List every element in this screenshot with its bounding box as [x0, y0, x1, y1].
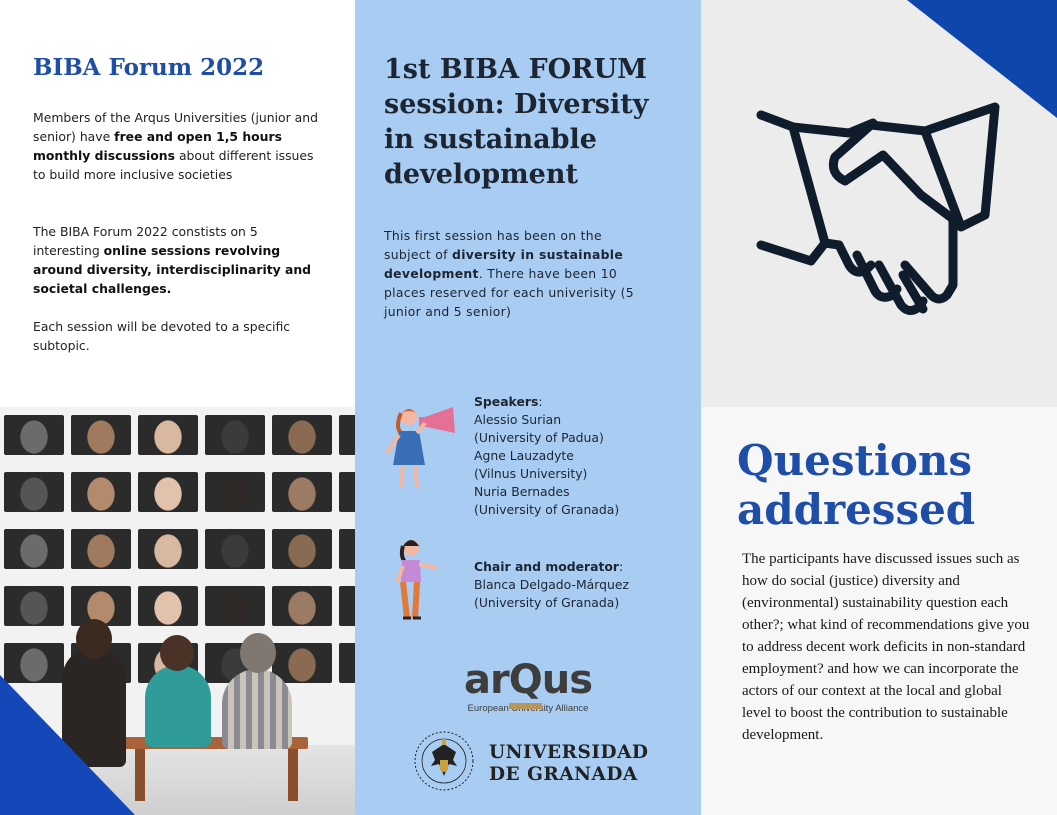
left-panel: [0, 0, 355, 815]
speaker-name: Alessio Surian: [474, 412, 562, 427]
face-photo-tile: [71, 472, 131, 512]
forum-title: BIBA Forum 2022: [33, 54, 265, 81]
arqus-word-part: ar: [463, 657, 509, 703]
face-photo-tile: [138, 415, 198, 455]
handshake-area: [701, 0, 1057, 407]
speaker-affiliation: (University of Padua): [474, 430, 604, 445]
middle-panel: [355, 0, 701, 815]
corner-triangle: [0, 675, 135, 815]
seated-person: [222, 669, 292, 749]
face-photo-tile: [138, 529, 198, 569]
intro-paragraph: [33, 108, 323, 184]
person-head: [160, 635, 194, 671]
questions-title-line2: addressed: [737, 485, 976, 534]
speaker-name: Nuria Bernades: [474, 484, 570, 499]
face-photo-tile: [272, 586, 332, 626]
sessions-text-start: The BIBA Forum 2022 constists on 5 interesting: [33, 224, 258, 258]
questions-title: [737, 436, 975, 534]
face-photo-tile: [339, 415, 355, 455]
handshake-icon: [753, 95, 1005, 335]
face-photo-tile: [138, 586, 198, 626]
ugr-line2: DE GRANADA: [489, 764, 638, 785]
person-head: [76, 619, 112, 659]
right-panel: [701, 0, 1057, 815]
chair-heading: Chair and moderator: [474, 559, 620, 574]
face-photo-tile: [71, 529, 131, 569]
chair-block: [474, 558, 629, 612]
arqus-q-letter: Q: [509, 657, 542, 709]
ugr-line1: UNIVERSIDAD: [489, 742, 649, 763]
intro-text-end: about different issues to build more inclusive societies: [33, 148, 314, 182]
face-photo-tile: [339, 586, 355, 626]
sessions-paragraph: [33, 222, 323, 298]
face-photo-tile: [339, 529, 355, 569]
sessions-text-bold: online sessions revolving around diversity, interdisciplinarity and societal challenges.: [33, 243, 312, 296]
face-photo-tile: [4, 586, 64, 626]
session-description: [384, 226, 634, 321]
woman-pointing-icon: [393, 538, 443, 624]
bench-leg: [288, 749, 298, 801]
face-photo-tile: [272, 415, 332, 455]
arqus-logo: [453, 658, 603, 714]
face-photo-tile: [4, 529, 64, 569]
ugr-logo: [413, 730, 653, 790]
face-photo-tile: [272, 529, 332, 569]
face-photo-tile: [205, 415, 265, 455]
arqus-word-part: us: [541, 657, 593, 703]
face-photo-tile: [205, 529, 265, 569]
face-photo-tile: [138, 472, 198, 512]
audience-photo: [0, 407, 355, 815]
session-text-start: This first session has been on the subject of: [384, 228, 602, 262]
intro-text-start: Members of the Arqus Universities (junior and senior) have: [33, 110, 318, 144]
face-photo-tile: [4, 472, 64, 512]
ugr-wordmark: [489, 742, 648, 786]
face-photo-tile: [71, 415, 131, 455]
speaker-affiliation: (University of Granada): [474, 502, 620, 517]
seated-person: [145, 665, 211, 747]
speakers-block: [474, 393, 619, 519]
speakers-colon: :: [538, 394, 543, 409]
bench-leg: [135, 749, 145, 801]
chair-colon: :: [619, 559, 624, 574]
subtopic-paragraph: Each session will be devoted to a specific subtopic.: [33, 319, 291, 353]
woman-megaphone-icon: [383, 403, 465, 493]
intro-text-bold: free and open 1,5 hours monthly discussions: [33, 129, 282, 163]
speakers-heading: Speakers: [474, 394, 539, 409]
ugr-seal-icon: [413, 730, 475, 792]
speaker-affiliation: (Vilnus University): [474, 466, 588, 481]
arqus-wordmark: [453, 658, 603, 702]
person-head: [240, 633, 276, 673]
questions-title-line1: Questions: [737, 436, 973, 485]
session-text-bold: diversity in sustainable development: [384, 247, 624, 281]
face-photo-tile: [205, 472, 265, 512]
session-title: 1st BIBA FORUM session: Diversity in sustainable development: [384, 54, 649, 190]
face-photo-tile: [272, 472, 332, 512]
chair-affiliation: (University of Granada): [474, 595, 620, 610]
arqus-tagline: European University Alliance: [467, 703, 589, 714]
chair-name: Blanca Delgado-Márquez: [474, 577, 629, 592]
face-photo-tile: [4, 415, 64, 455]
face-photo-tile: [205, 586, 265, 626]
face-photo-tile: [339, 643, 355, 683]
face-photo-tile: [339, 472, 355, 512]
questions-body: The participants have discussed issues such as how do social (justice) diversity and (environmental) sustainability question each other?; what kind of recommendations give you to address decent work deficits in non-standard employment? and how we can incorporate the actors of our context at the local and global level to boost the contribution to sustainable development.: [742, 551, 1030, 743]
speaker-name: Agne Lauzadyte: [474, 448, 574, 463]
face-photo-tile: [272, 643, 332, 683]
session-text-end: . There have been 10 places reserved for each univerisity (5 junior and 5 senior): [384, 266, 634, 319]
